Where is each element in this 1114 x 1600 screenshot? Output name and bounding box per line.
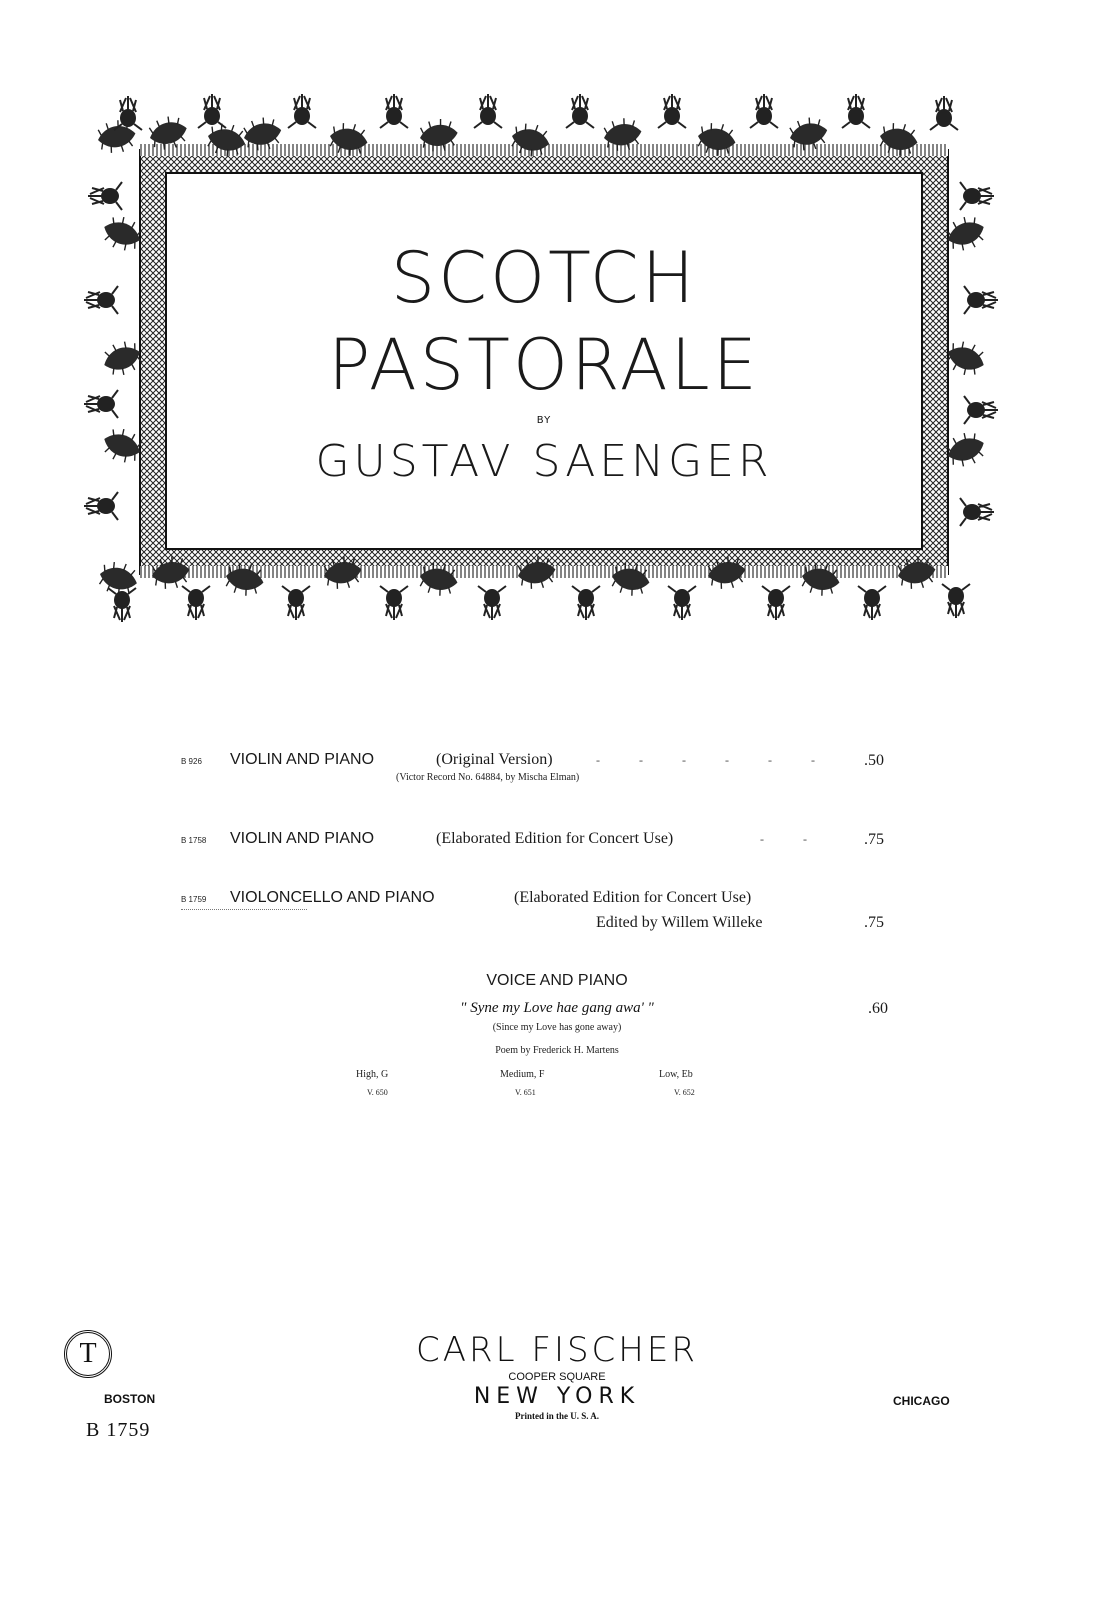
edition-1-note: (Victor Record No. 64884, by Mischa Elman) [396,772,580,783]
by-label: BY [536,415,552,426]
composer-name: GUSTAV SAENGER [315,436,773,487]
publisher-city: NEW YORK [473,1384,641,1409]
publisher-address: COOPER SQUARE [508,1371,606,1383]
key-high-number: V. 650 [367,1088,388,1097]
title-line-2: PASTORALE [328,324,760,406]
edition-1-title: VIOLIN AND PIANO [230,751,375,768]
city-chicago: CHICAGO [893,1394,950,1408]
key-medium-number: V. 651 [515,1088,536,1097]
edition-2-leader: - - [760,832,825,846]
voice-price: .60 [868,1000,888,1017]
edition-2-detail: (Elaborated Edition for Concert Use) [436,830,674,847]
edition-3-editor: Edited by Willem Willeke [596,914,763,931]
plate-number: B 1759 [86,1419,151,1441]
edition-3-catalog: B 1759 [181,895,207,904]
edition-3-price: .75 [864,914,884,931]
key-low-label: Low, Eb [659,1069,693,1080]
edition-2-title: VIOLIN AND PIANO [230,830,375,847]
poem-credit: Poem by Frederick H. Martens [495,1045,619,1056]
title-line-1: SCOTCH [390,237,698,319]
edition-1-leader: - - - - - - [596,753,833,767]
city-boston: BOSTON [104,1392,156,1406]
edition-1-price: .50 [864,752,884,769]
voice-heading: VOICE AND PIANO [486,972,628,989]
song-title: " Syne my Love hae gang awa' " [460,1000,654,1016]
key-low-number: V. 652 [674,1088,695,1097]
edition-2-catalog: B 1758 [181,836,207,845]
edition-2-price: .75 [864,831,884,848]
printed-note: Printed in the U. S. A. [514,1411,599,1421]
edition-1-detail: (Original Version) [436,751,553,768]
edition-3-title: VIOLONCELLO AND PIANO [230,889,435,906]
edition-3-detail: (Elaborated Edition for Concert Use) [514,889,752,906]
edition-1-catalog: B 926 [181,757,202,766]
title-panel [168,175,920,547]
song-translation: (Since my Love has gone away) [492,1022,622,1033]
key-medium-label: Medium, F [500,1069,545,1080]
edition-3-rule [181,909,307,910]
publisher-name: CARL FISCHER [416,1330,698,1370]
key-high-label: High, G [356,1069,389,1080]
publisher-logo-icon: T [64,1330,112,1378]
